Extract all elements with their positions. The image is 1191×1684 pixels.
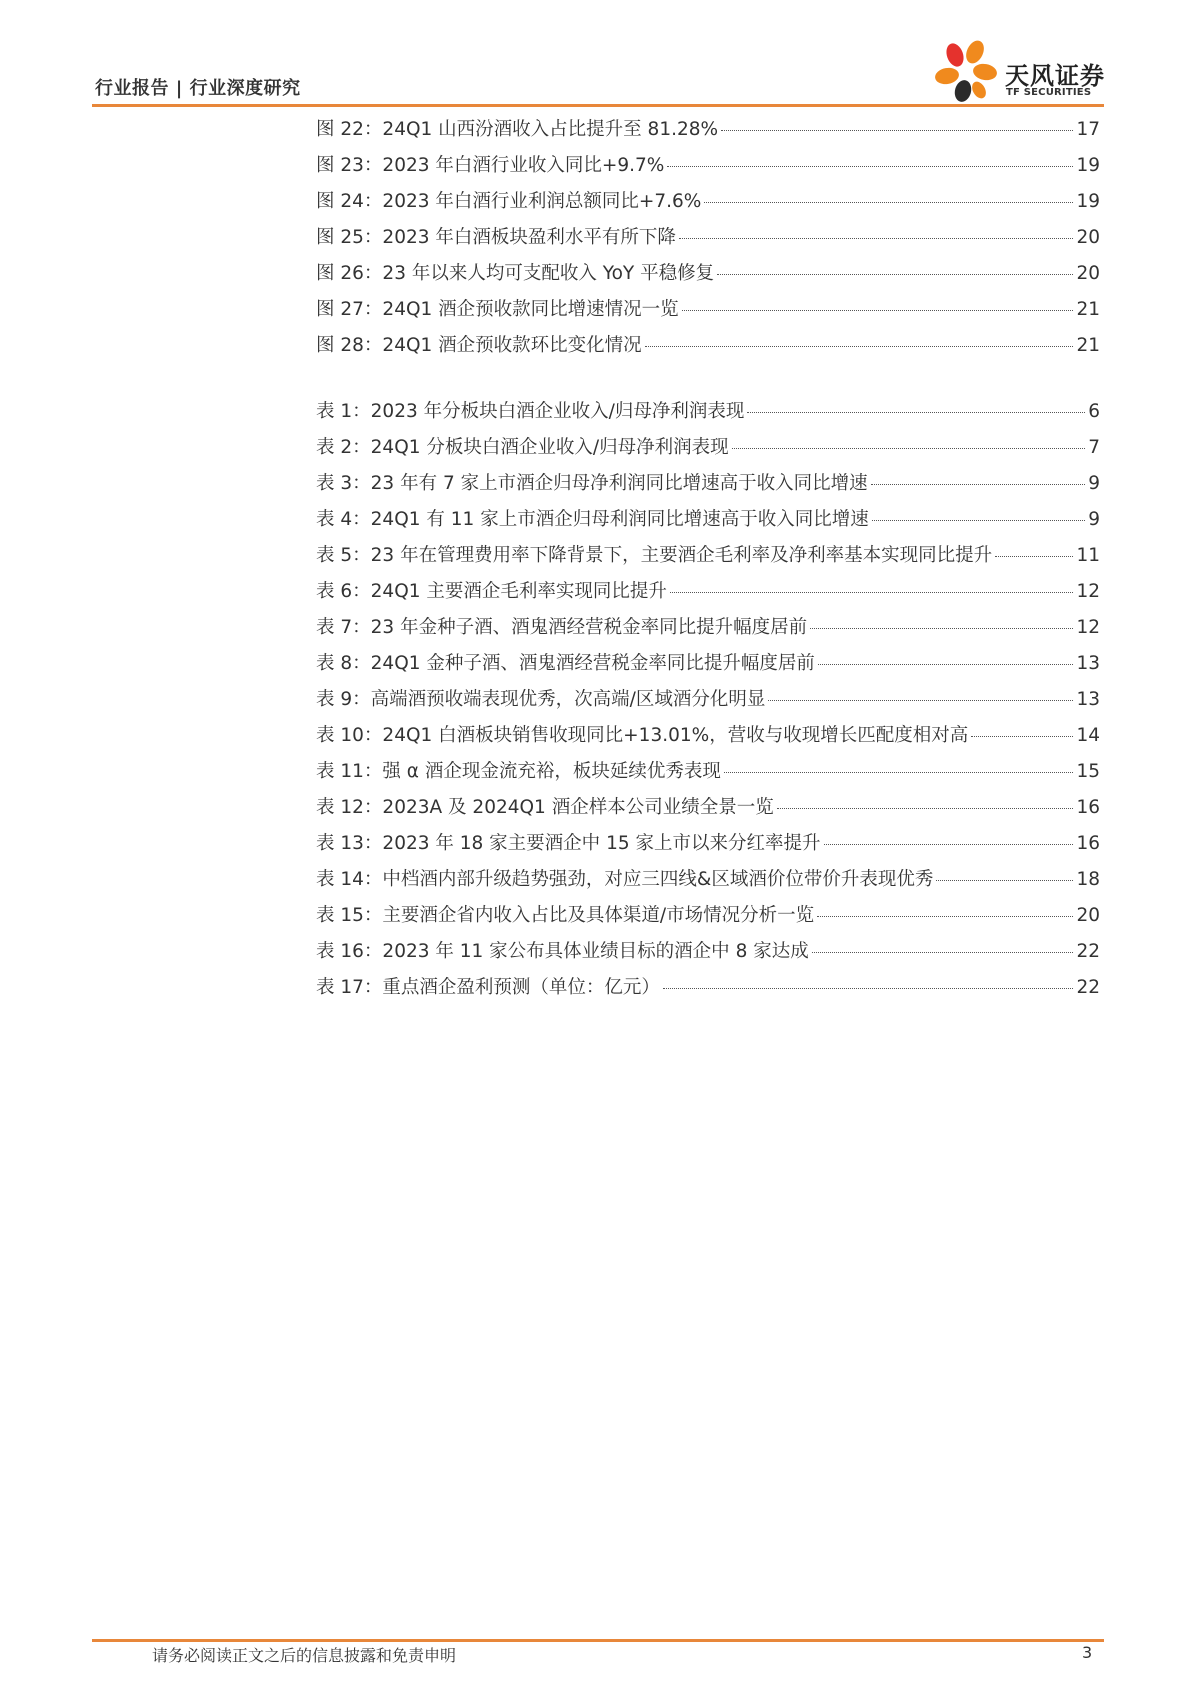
dot-leader [871, 483, 1086, 485]
toc-page-number: 20 [1076, 905, 1100, 926]
toc-page-number: 11 [1076, 545, 1100, 566]
footer-divider [92, 1639, 1104, 1642]
dot-leader [768, 699, 1073, 701]
toc-label: 表 13：2023 年 18 家主要酒企中 15 家上市以来分红率提升 [316, 833, 821, 854]
table-entry[interactable] [316, 826, 1100, 862]
toc-page-number: 20 [1076, 263, 1100, 284]
toc-label: 表 14：中档酒内部升级趋势强劲，对应三四线&区域酒价位带价升表现优秀 [316, 869, 934, 890]
dot-leader [810, 627, 1073, 629]
dot-leader [663, 987, 1074, 989]
dot-leader [679, 237, 1074, 239]
dot-leader [667, 165, 1073, 167]
toc-label: 表 12：2023A 及 2024Q1 酒企样本公司业绩全景一览 [316, 797, 774, 818]
dot-leader [812, 951, 1074, 953]
dot-leader [817, 915, 1073, 917]
toc-page-number: 9 [1088, 509, 1100, 530]
dot-leader [936, 879, 1073, 881]
table-entry[interactable] [316, 430, 1100, 466]
table-entry[interactable] [316, 394, 1100, 430]
dot-leader [732, 447, 1086, 449]
toc-label: 表 17：重点酒企盈利预测（单位：亿元） [316, 977, 660, 998]
toc-page-number: 21 [1076, 299, 1100, 320]
toc-page-number: 21 [1076, 335, 1100, 356]
toc-page-number: 13 [1076, 689, 1100, 710]
toc-label: 表 9：高端酒预收端表现优秀，次高端/区域酒分化明显 [316, 689, 766, 710]
toc-label: 表 8：24Q1 金种子酒、酒鬼酒经营税金率同比提升幅度居前 [316, 653, 815, 674]
toc-label: 图 22：24Q1 山西汾酒收入占比提升至 81.28% [316, 119, 719, 140]
toc-label: 表 5：23 年在管理费用率下降背景下，主要酒企毛利率及净利率基本实现同比提升 [316, 545, 993, 566]
table-entry[interactable] [316, 862, 1100, 898]
logo-chinese-name: 天风证券 [1005, 62, 1105, 90]
toc-label: 表 1：2023 年分板块白酒企业收入/归母净利润表现 [316, 401, 745, 422]
table-entry[interactable] [316, 610, 1100, 646]
toc-label: 表 7：23 年金种子酒、酒鬼酒经营税金率同比提升幅度居前 [316, 617, 808, 638]
toc-label: 表 15：主要酒企省内收入占比及具体渠道/市场情况分析一览 [316, 905, 815, 926]
table-entry[interactable] [316, 646, 1100, 682]
toc-label: 表 4：24Q1 有 11 家上市酒企归母利润同比增速高于收入同比增速 [316, 509, 869, 530]
dot-leader [872, 519, 1086, 521]
table-entry[interactable] [316, 718, 1100, 754]
toc-label: 图 24：2023 年白酒行业利润总额同比+7.6% [316, 191, 702, 212]
figure-entry[interactable] [316, 112, 1100, 148]
table-entry[interactable] [316, 934, 1100, 970]
figure-entry[interactable] [316, 292, 1100, 328]
toc-page-number: 22 [1076, 941, 1100, 962]
toc-page-number: 13 [1076, 653, 1100, 674]
table-entry[interactable] [316, 502, 1100, 538]
toc-page-number: 12 [1076, 581, 1100, 602]
tf-securities-logo [935, 38, 1111, 104]
toc-label: 表 3：23 年有 7 家上市酒企归母净利润同比增速高于收入同比增速 [316, 473, 868, 494]
dot-leader [645, 345, 1074, 347]
dot-leader [995, 555, 1073, 557]
toc-page-number: 19 [1076, 155, 1100, 176]
toc-label: 表 2：24Q1 分板块白酒企业收入/归母净利润表现 [316, 437, 729, 458]
logo-english-name: TF SECURITIES [1006, 87, 1092, 98]
dot-leader [824, 843, 1074, 845]
toc-label: 表 16：2023 年 11 家公布具体业绩目标的酒企中 8 家达成 [316, 941, 809, 962]
figure-entry[interactable] [316, 148, 1100, 184]
table-entry[interactable] [316, 466, 1100, 502]
table-entry[interactable] [316, 754, 1100, 790]
dot-leader [721, 129, 1073, 131]
toc-label: 图 25：2023 年白酒板块盈利水平有所下降 [316, 227, 676, 248]
toc-page-number: 22 [1076, 977, 1100, 998]
dot-leader [777, 807, 1074, 809]
toc-label: 表 6：24Q1 主要酒企毛利率实现同比提升 [316, 581, 667, 602]
report-category-title: 行业报告 | 行业深度研究 [95, 78, 301, 99]
toc-page-number: 6 [1088, 401, 1100, 422]
dot-leader [670, 591, 1074, 593]
table-entry[interactable] [316, 538, 1100, 574]
toc-page-number: 19 [1076, 191, 1100, 212]
toc-page-number: 7 [1088, 437, 1100, 458]
toc-page-number: 12 [1076, 617, 1100, 638]
toc-page-number: 16 [1076, 797, 1100, 818]
table-entry[interactable] [316, 898, 1100, 934]
dot-leader [971, 735, 1073, 737]
toc-label: 图 27：24Q1 酒企预收款同比增速情况一览 [316, 299, 679, 320]
figure-entry[interactable] [316, 184, 1100, 220]
table-entry[interactable] [316, 970, 1100, 1006]
toc-page-number: 16 [1076, 833, 1100, 854]
tf-flower-logo-icon [935, 38, 997, 104]
toc-page-number: 17 [1076, 119, 1100, 140]
table-list [316, 394, 1100, 1006]
dot-leader [704, 201, 1073, 203]
toc-page-number: 14 [1076, 725, 1100, 746]
table-entry[interactable] [316, 574, 1100, 610]
dot-leader [682, 309, 1074, 311]
header-divider [92, 104, 1104, 107]
toc-label: 表 10：24Q1 白酒板块销售收现同比+13.01%，营收与收现增长匹配度相对高 [316, 725, 969, 746]
figure-entry[interactable] [316, 328, 1100, 364]
toc-label: 图 28：24Q1 酒企预收款环比变化情况 [316, 335, 642, 356]
toc-page-number: 18 [1076, 869, 1100, 890]
table-entry[interactable] [316, 682, 1100, 718]
toc-page-number: 20 [1076, 227, 1100, 248]
footer-disclaimer: 请务必阅读正文之后的信息披露和免责申明 [152, 1646, 457, 1665]
dot-leader [747, 411, 1085, 413]
figure-entry[interactable] [316, 256, 1100, 292]
dot-leader [724, 771, 1074, 773]
toc-page-number: 9 [1088, 473, 1100, 494]
toc-label: 图 26：23 年以来人均可支配收入 YoY 平稳修复 [316, 263, 715, 284]
toc-label: 表 11：强 α 酒企现金流充裕，板块延续优秀表现 [316, 761, 721, 782]
dot-leader [818, 663, 1074, 665]
dot-leader [717, 273, 1073, 275]
toc-page-number: 15 [1076, 761, 1100, 782]
page-number: 3 [1082, 1643, 1093, 1662]
table-entry[interactable] [316, 790, 1100, 826]
figure-list [316, 112, 1100, 364]
figure-entry[interactable] [316, 220, 1100, 256]
toc-label: 图 23：2023 年白酒行业收入同比+9.7% [316, 155, 665, 176]
